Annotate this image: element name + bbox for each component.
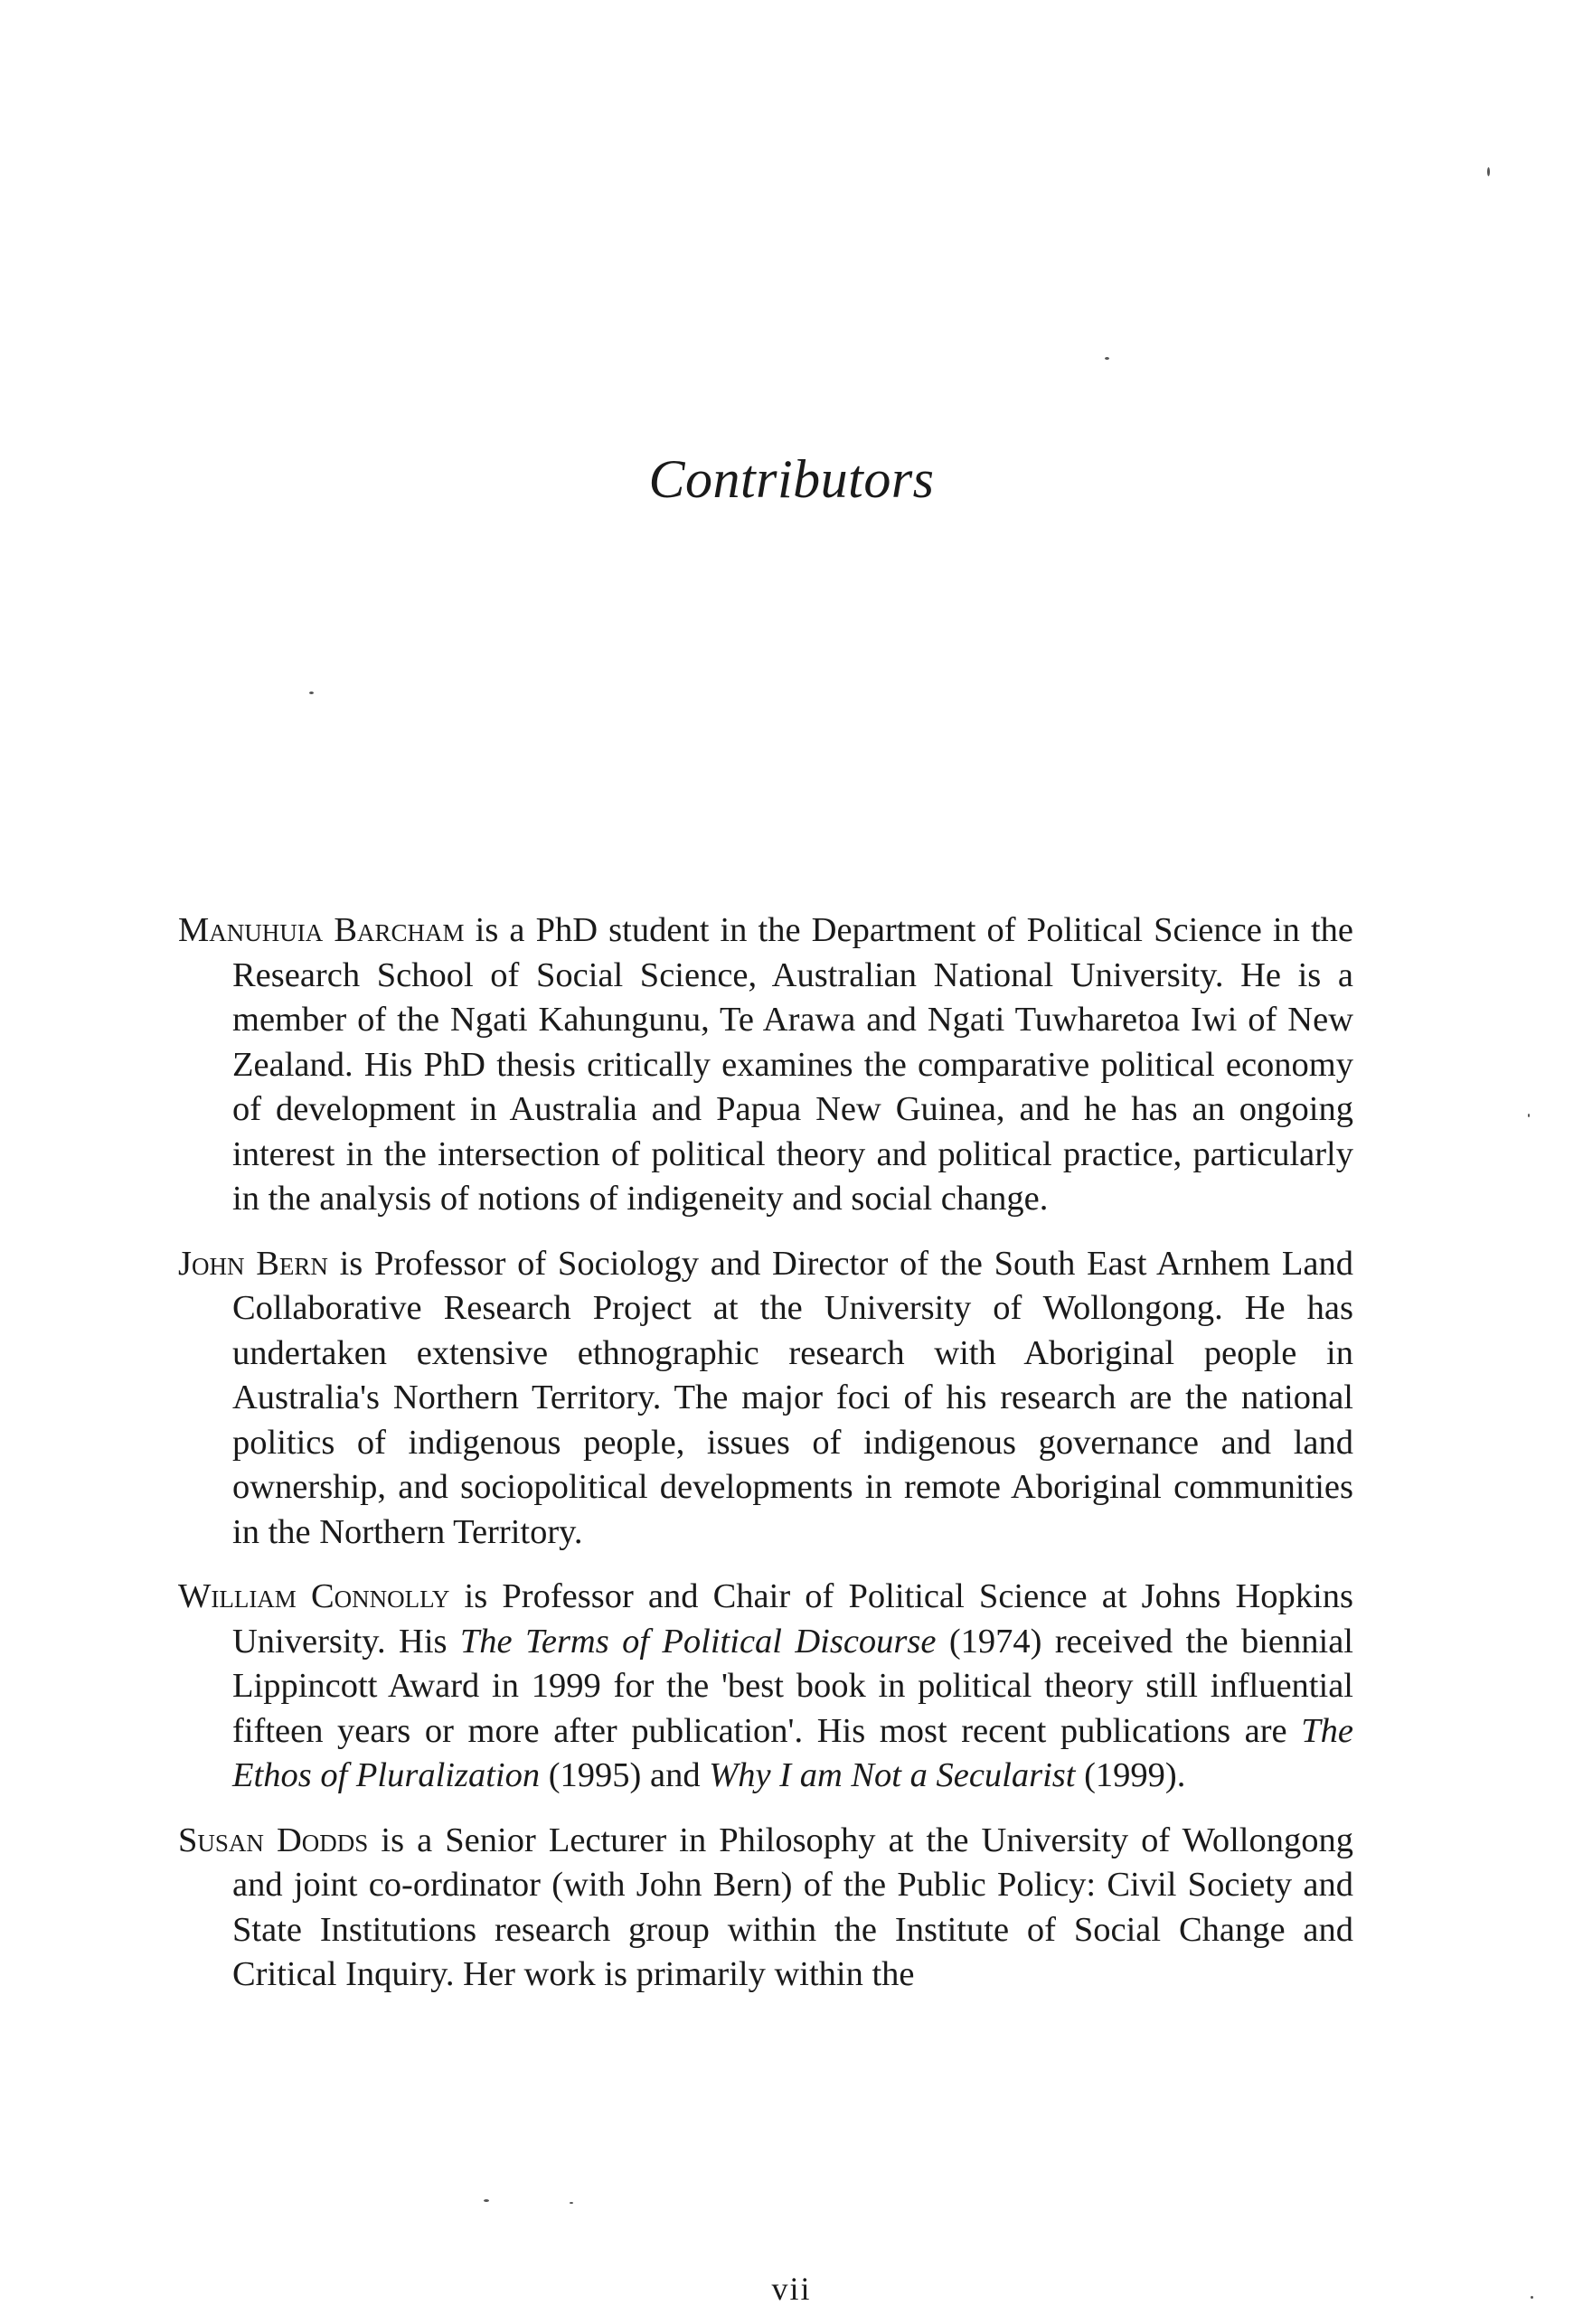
contributor-bio: is Professor of Sociology and Director of the South East Arnhem Land Collaborative Research Project at the University of Wollongong. He has undertaken extensive ethnographic research with Aboriginal people in Australia's Northern Territory. The major foci of his research are the national politics of indigenous people, issues of indigenous governance and land ownership, and sociopolitical developments in remote Aboriginal communities in the Northern Territory. (232, 1244, 1353, 1551)
contributor-entry-bern (178, 1242, 1353, 1556)
book-title: Why I am Not a Secularist (709, 1756, 1076, 1794)
contributor-entry-barcham (178, 908, 1353, 1222)
page-number: vii (771, 2271, 812, 2307)
scan-speck (1531, 2296, 1533, 2299)
contributors-list (178, 908, 1353, 2018)
contributor-bio-part: (1974) received the biennial Lippincott Award in 1999 for the 'best book in political theory still influential fifteen years or more after publication'. His most recent publications are (232, 1622, 1353, 1750)
contributor-entry-dodds (178, 1819, 1353, 1998)
book-title: The Ethos of Pluralization (232, 1711, 1353, 1794)
contributor-entry-connolly (178, 1575, 1353, 1799)
contributor-bio: is a Senior Lecturer in Philosophy at the University of Wollongong and joint co-ordinator (with John Bern) of the Public Policy: Civil Society and State Institutions research group within the Institute of Social Change and Critical Inquiry. Her work is primarily within the (232, 1821, 1353, 1993)
scan-speck (1528, 1114, 1530, 1117)
scan-speck (1105, 357, 1109, 360)
contributor-bio-part: is Professor and Chair of Political Science at Johns Hopkins University. His (232, 1577, 1353, 1661)
scan-speck (1487, 167, 1490, 176)
scan-speck (570, 2202, 573, 2204)
book-title: The Terms of Political Discourse (459, 1622, 937, 1661)
contributor-bio-part: (1995) and (540, 1756, 710, 1794)
scan-speck (484, 2199, 489, 2202)
contributor-name: William Connolly (178, 1577, 450, 1615)
contributor-name: John Bern (178, 1244, 328, 1283)
scan-speck (309, 692, 314, 694)
contributor-bio-part: (1999). (1075, 1756, 1186, 1794)
contributor-name: Manuhuia Barcham (178, 911, 465, 949)
contributor-bio: is a PhD student in the Department of Political Science in the Research School of Social Science, Australian National University. He is a member of the Ngati Kahungunu, Te Arawa and Ngati Tuwharetoa Iwi of New Zealand. His PhD thesis critically examines the comparative political economy of development in Australia and Papua New Guinea, and he has an ongoing interest in the intersection of political theory and political practice, particularly in the analysis of notions of indigeneity and social change. (232, 911, 1353, 1218)
contributor-name: Susan Dodds (178, 1821, 369, 1859)
page-title: Contributors (648, 449, 935, 509)
